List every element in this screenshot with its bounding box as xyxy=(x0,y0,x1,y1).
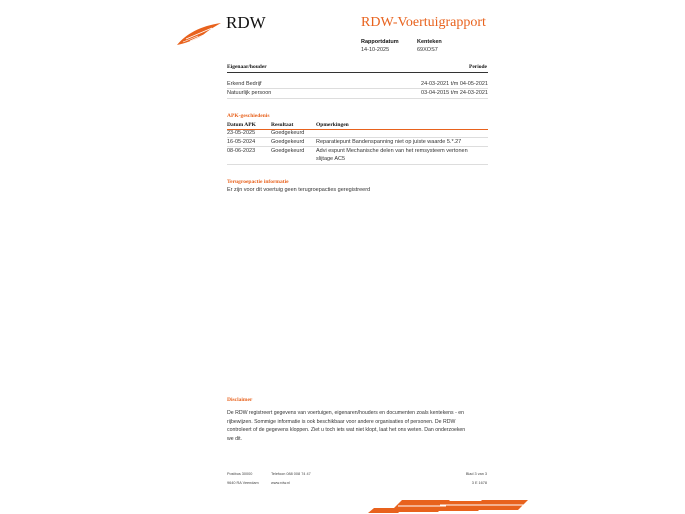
footer-page-number: Blad 3 van 3 xyxy=(465,472,487,476)
apk-row-3-remark-line2: slijtage AC5 xyxy=(316,156,346,162)
rapportdatum-label: Rapportdatum xyxy=(361,39,399,45)
footer-website[interactable]: www.rdw.nl xyxy=(271,481,290,485)
apk-row-2-remark: Reparatiepunt Bandenspanning niet op juiste waarde 5.*.27 xyxy=(316,139,462,145)
footer-telefoon: Telefoon 088 008 74 47 xyxy=(271,472,311,476)
apk-row-divider xyxy=(227,146,488,147)
recall-text: Er zijn voor dit voertuig geen terugroepacties geregistreerd xyxy=(227,187,371,193)
apk-row-3-remark-line1: Advi espunt Mechanische delen van het remsysteem vertonen xyxy=(316,148,468,154)
disclaimer-heading: Disclaimer xyxy=(227,397,253,403)
apk-row-3-result: Goedgekeurd xyxy=(271,148,305,154)
owners-header-left: Eigenaar/houder xyxy=(227,64,267,70)
kenteken-value: 69XOS7 xyxy=(417,47,438,53)
disclaimer-line: controleert of de gegevens kloppen. Ziet u toch iets wat niet klopt, laat het ons weten. Dan onderzoeken xyxy=(227,427,466,434)
apk-col-date: Datum APK xyxy=(227,122,256,128)
apk-row-2-result: Goedgekeurd xyxy=(271,139,305,145)
kenteken-label: Kenteken xyxy=(417,39,442,45)
brand-name: RDW xyxy=(226,13,266,32)
owners-header-rule xyxy=(227,72,488,73)
footer-postbus: Postbus 30000 xyxy=(227,472,253,476)
owner-row-divider xyxy=(227,88,488,89)
apk-row-2-date: 16-05-2024 xyxy=(227,139,256,145)
apk-header-rule xyxy=(227,129,488,130)
owner-row-divider xyxy=(227,98,488,99)
owner-row-1-period: 24-03-2021 t/m 04-05-2021 xyxy=(421,81,488,87)
apk-row-1-result: Goedgekeurd xyxy=(271,130,305,136)
owner-row-1-type: Erkend Bedrijf xyxy=(227,81,262,87)
apk-heading: APK-geschiedenis xyxy=(227,113,270,119)
apk-row-divider xyxy=(227,137,488,138)
footer-plaats: 9640 RA Veendam xyxy=(227,481,259,485)
disclaimer-text xyxy=(227,409,489,443)
apk-col-remarks: Opmerkingen xyxy=(316,122,349,128)
page-title: RDW-Voertuigrapport xyxy=(361,15,486,30)
rdw-logo-icon xyxy=(176,22,222,46)
disclaimer-line: rijbewijzen. Sommige informatie is ook beschikbaar voor andere organisaties of personen. De RDW xyxy=(227,418,456,425)
apk-row-3-date: 08-06-2023 xyxy=(227,148,256,154)
rapportdatum-value: 14-10-2025 xyxy=(361,47,390,53)
owner-row-2-type: Natuurlijk persoon xyxy=(227,90,272,96)
apk-row-divider xyxy=(227,164,488,165)
apk-col-result: Resultaat xyxy=(271,122,294,128)
decorative-stripes-icon xyxy=(368,498,528,514)
owner-row-2-period: 03-04-2015 t/m 24-03-2021 xyxy=(421,90,488,96)
owners-header-right: Periode xyxy=(468,64,487,70)
apk-row-1-date: 23-05-2025 xyxy=(227,130,256,136)
disclaimer-line: we dit. xyxy=(227,435,242,442)
disclaimer-line: De RDW registreert gegevens van voertuigen, eigenaren/houders en documenten zoals kentekens - en xyxy=(227,410,465,416)
footer-code: 3 E 1678 xyxy=(471,481,487,485)
recall-heading: Terugroepactie informatie xyxy=(227,179,289,185)
